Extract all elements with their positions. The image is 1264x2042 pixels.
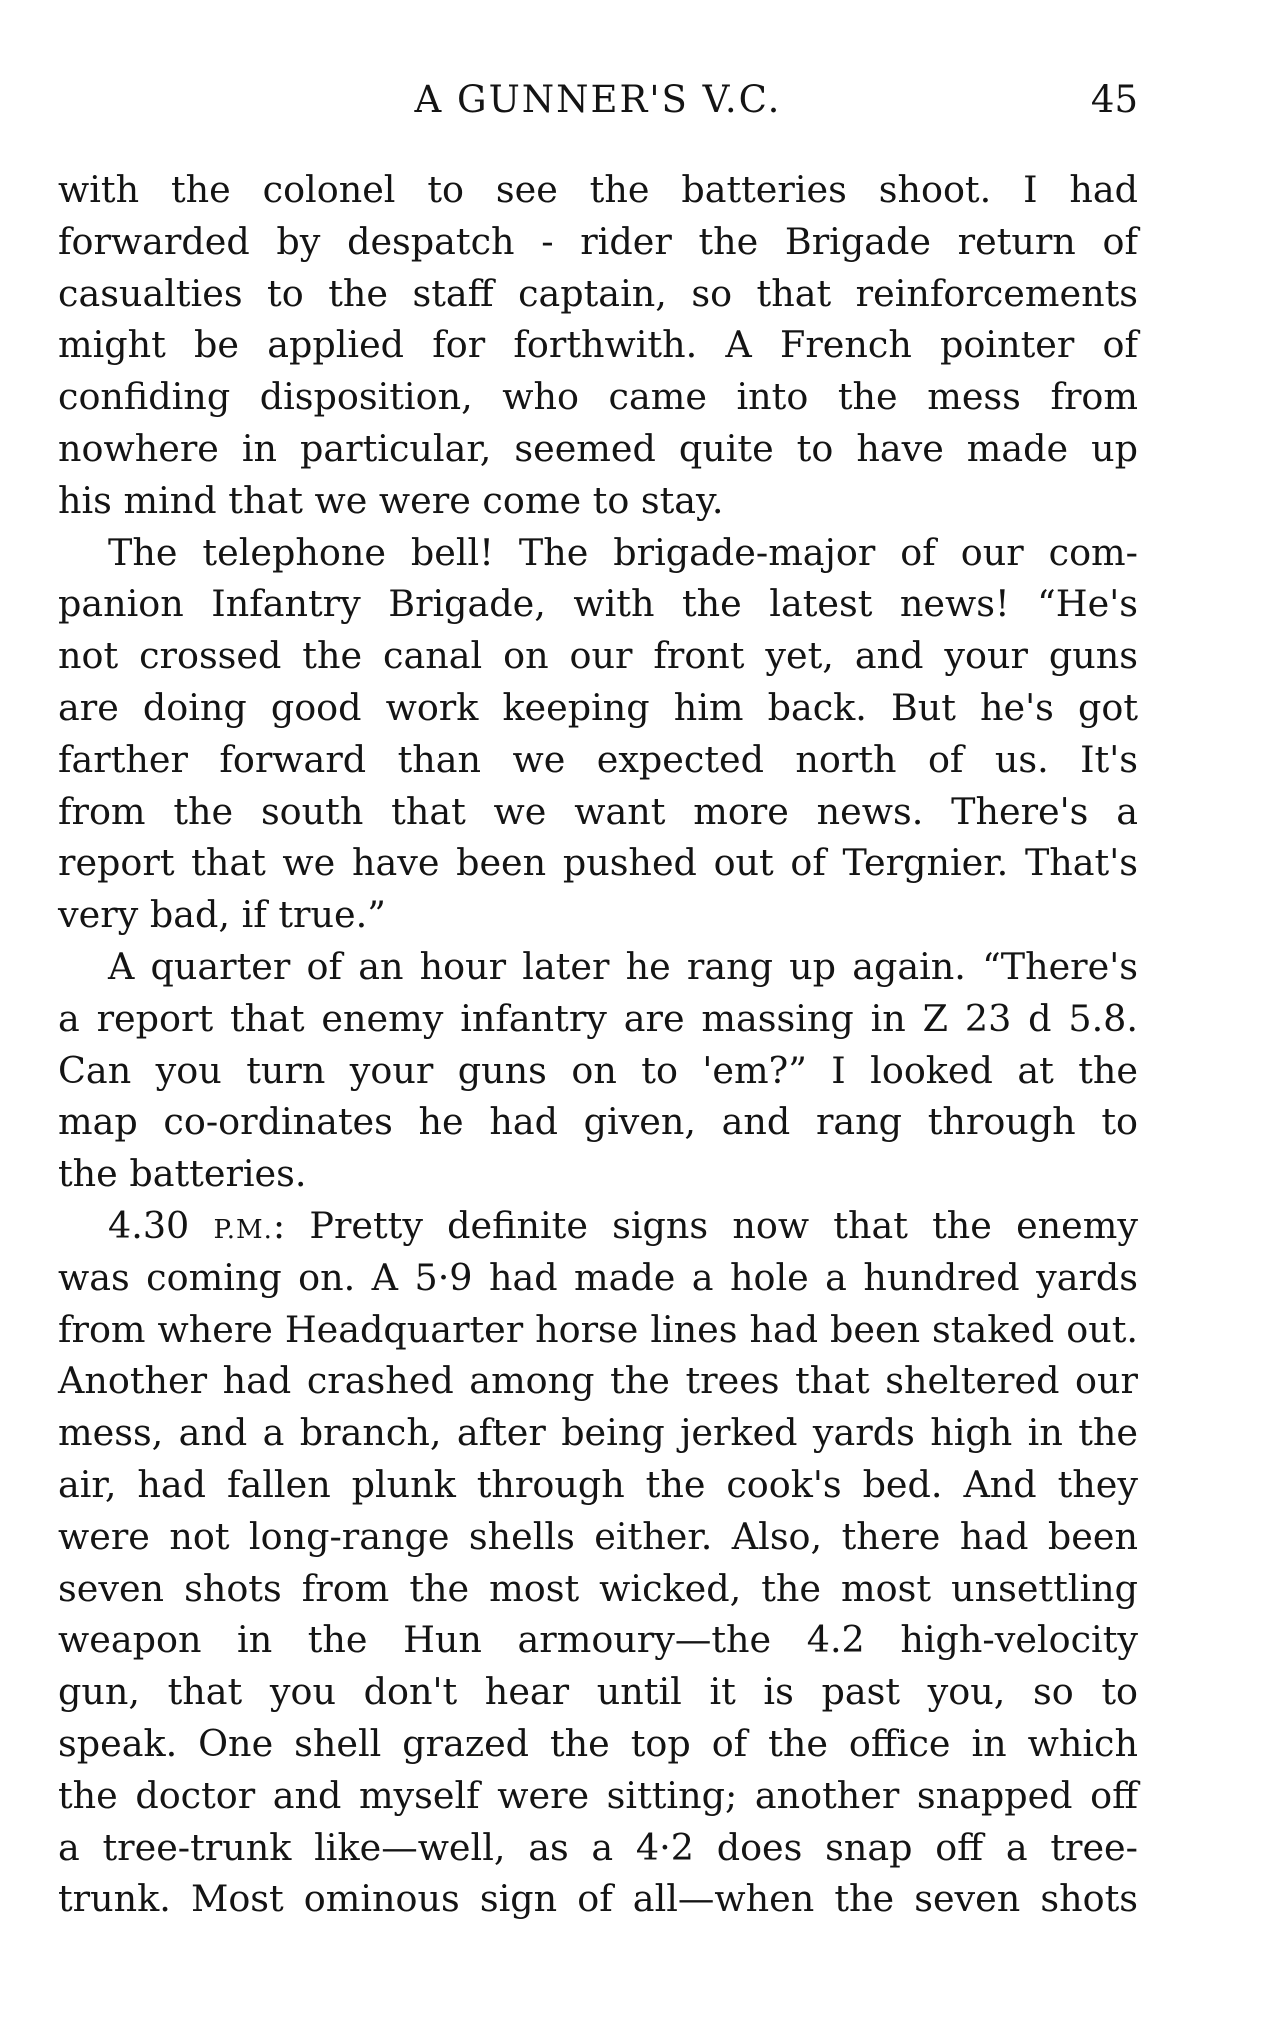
body-text xyxy=(58,164,1138,1925)
text-line: report that we have been pushed out of Tergnier. That's xyxy=(58,841,1138,885)
text-line: gun, that you don't hear until it is past you, so to xyxy=(58,1670,1138,1714)
text-line: confiding disposition, who came into the mess from xyxy=(58,375,1138,419)
text-line: very bad, if true.” xyxy=(58,893,386,937)
text-line: weapon in the Hun armoury—the 4.2 high-velocity xyxy=(58,1618,1138,1662)
text-line: a report that enemy infantry are massing in Z 23 d 5.8. xyxy=(58,996,1138,1040)
text-line: panion Infantry Brigade, with the latest news! “He's xyxy=(58,582,1138,626)
paragraph-first-line xyxy=(58,1200,1138,1252)
text-line: Can you turn your guns on to 'em?” I looked at the xyxy=(58,1048,1138,1092)
text-line: are doing good work keeping him back. But he's got xyxy=(58,685,1138,729)
text-line: mess, and a branch, after being jerked yards high in the xyxy=(58,1411,1138,1455)
page-number: 45 xyxy=(1090,78,1138,121)
text-line: forwarded by despatch - rider the Brigade return of xyxy=(58,219,1138,263)
running-title: A GUNNER'S V.C. xyxy=(414,78,782,121)
time-suffix: P.M. xyxy=(213,1214,273,1245)
text-line: casualties to the staff captain, so that reinforcements xyxy=(58,271,1138,315)
text-line: were not long-range shells either. Also, there had been xyxy=(58,1514,1138,1558)
paragraph-first-line: A quarter of an hour later he rang up again. “There's xyxy=(108,944,1138,988)
text-fragment: : Pretty definite signs now that the enemy xyxy=(272,1203,1139,1247)
time-stamp: 4.30 xyxy=(108,1203,190,1247)
text-line: a tree-trunk like—well, as a 4·2 does snap off a tree- xyxy=(58,1825,1138,1869)
text-line: Another had crashed among the trees that sheltered our xyxy=(58,1359,1138,1403)
text-line: might be applied for forthwith. A French pointer of xyxy=(58,323,1138,367)
text-line: nowhere in particular, seemed quite to have made up xyxy=(58,426,1138,470)
text-line: the doctor and myself were sitting; another snapped off xyxy=(58,1773,1138,1817)
text-line: farther forward than we expected north of us. It's xyxy=(58,737,1138,781)
text-line: from where Headquarter horse lines had been staked out. xyxy=(58,1307,1138,1351)
text-line: speak. One shell grazed the top of the office in which xyxy=(58,1721,1138,1765)
text-line: was coming on. A 5·9 had made a hole a hundred yards xyxy=(58,1255,1138,1299)
text-line: his mind that we were come to stay. xyxy=(58,478,724,522)
text-line: from the south that we want more news. There's a xyxy=(58,789,1138,833)
running-header xyxy=(58,70,1138,130)
text-line: trunk. Most ominous sign of all—when the seven shots xyxy=(58,1877,1138,1921)
text-line: the batteries. xyxy=(58,1152,307,1196)
text-line: with the colonel to see the batteries shoot. I had xyxy=(58,168,1138,211)
text-line: air, had fallen plunk through the cook's bed. And they xyxy=(58,1462,1138,1506)
paragraph-first-line: The telephone bell! The brigade-major of our com- xyxy=(108,530,1138,574)
text-line: seven shots from the most wicked, the most unsettling xyxy=(58,1566,1138,1610)
text-line: map co-ordinates he had given, and rang through to xyxy=(58,1100,1138,1144)
text-line: not crossed the canal on our front yet, and your guns xyxy=(58,634,1138,678)
